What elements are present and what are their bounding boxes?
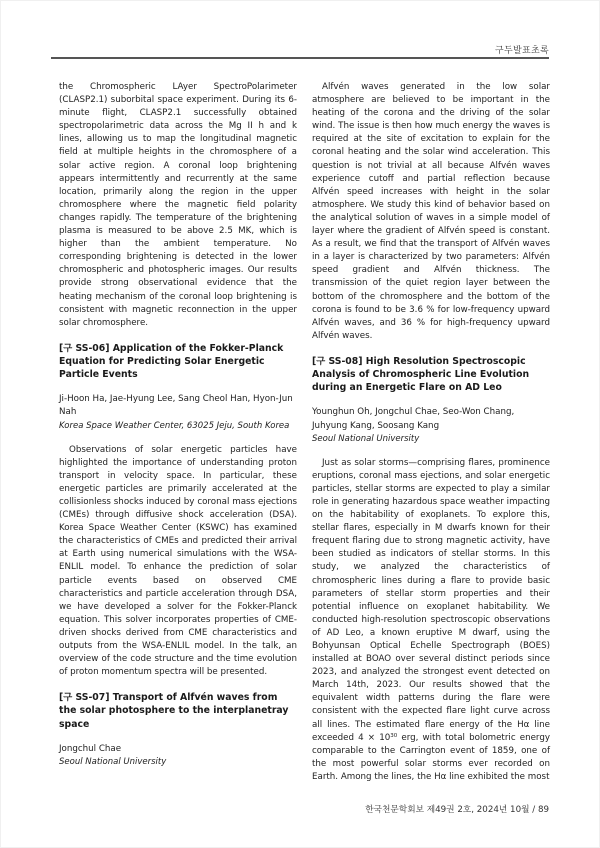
abstract-affiliation: Seoul National University: [312, 433, 420, 444]
abstract-ss-08: [312, 355, 550, 784]
abstract-body: Observations of solar energetic particles have highlighted the importance of understanding proton transport in velocity space. In particular, these energetic particles are primarily accelerated at the collisionless shocks induced by coronal mass ejections (CMEs) through diffusive shock acceleration (DSA). Korea Space Weather Center (KSWC) has examined the characteristics of CMEs and predicted their arrival at Earth using numerical simulations with the WSA-ENLIL model. To enhance the prediction of solar particle events based on observed CME characteristics and particle acceleration through DSA, we have developed a solver for the Fokker-Planck equation. This solver incorporates properties of CME-driven shocks derived from CME characteristics and outputs from the WSA-ENLIL model. In the talk, an overview of the code structure and the time evolution of proton momentum spectra will be presented.: [59, 444, 297, 678]
abstract-body: [312, 457, 550, 784]
abstract-affiliation: Seoul National University: [59, 756, 167, 767]
abstract-body-text: Just as solar storms—comprising flares, prominence eruptions, coronal mass ejections, and solar energetic particles, stellar storms are expected to play a similar role in generating hazardous space weather impacting on the habitability of exoplanets. To explore this, stellar flares, especially in M dwarfs known for their frequent flaring due to strong magnetic activity, have been studied as indicators of stellar storms. In this study, we analyzed the characteristics of chromospheric lines during a flare to provide basic parameters of stellar storm properties and their potential influence on exoplanet habitability. We conducted high-resolution spectroscopic observations of AD Leo, a known eruptive M dwarf, using the Bohyunsan Optical Echelle Spectrograph (BOES) installed at BOAO over several distinct periods since 2023, and analyzed the strongest event detected on March 14th, 2023. Our results showed that the equivalent width patterns during the flare were consistent with the expected flare light curve across all lines. The estimated flare energy of the Hα line exceeded 4 × 10: [312, 457, 550, 743]
abstract-title: [구 SS-06] Application of the Fokker-Planck Equation for Predicting Solar Energetic Particle Events: [59, 342, 284, 381]
abstract-authors: Jongchul Chae: [59, 743, 122, 754]
abstract-authors: Ji-Hoon Ha, Jae-Hyung Lee, Sang Cheol Han, Hyon-Jun Nah: [59, 394, 293, 418]
energy-exponent: 30: [390, 732, 398, 739]
abstract-ss-06: [59, 342, 297, 679]
right-column: [312, 81, 550, 784]
abstract-affiliation: Korea Space Weather Center, 63025 Jeju, South Korea: [59, 420, 290, 431]
abstract-title: [구 SS-08] High Resolution Spectroscopic Analysis of Chromospheric Line Evolution during an Energetic Flare on AD Leo: [312, 355, 530, 394]
page-footer: 한국천문학회보 제49권 2호, 2024년 10월 / 89: [365, 805, 549, 815]
abstract-body-text-continued: erg, with total bolometric energy comparable to the Carrington event of 1859, one of the most powerful solar storms ever recorded on Earth. Among the lines, the Hα line exhibited the most: [312, 732, 550, 782]
continued-abstract-body: the Chromospheric LAyer SpectroPolarimeter (CLASP2.1) suborbital space experiment. During its 6-minute flight, CLASP2.1 successfully obtained spectropolarimetric data across the Mg II h and k lines, allowing us to map the longitudinal magnetic field at multiple heights in the chromosphere of a solar active region. A coronal loop brightening appears intermittently and recurrently at the same location, primarily along the region in the upper chromosphere where the magnetic field polarity changes rapidly. The temperature of the brightening plasma is measured to be above 2.5 MK, which is higher than the ambient temperature. No corresponding brightening is detected in the lower chromospheric and photospheric images. Our results provide strong observational evidence that the heating mechanism of the coronal loop brightening is consistent with magnetic reconnection in the upper solar chromosphere.: [59, 82, 297, 328]
header-rule: [51, 57, 549, 59]
left-column: [59, 81, 297, 780]
abstract-authors: Younghun Oh, Jongchul Chae, Seo-Won Chang, Juhyung Kang, Soosang Kang: [312, 407, 515, 431]
running-header: 구두발표초록: [495, 46, 549, 56]
abstract-title: [구 SS-07] Transport of Alfvén waves from the solar photosphere to the interplanetray space: [59, 692, 289, 730]
abstract-ss-07: [59, 691, 297, 768]
continued-abstract-body: Alfvén waves generated in the low solar atmosphere are believed to be important in the heating of the corona and the driving of the solar wind. The issue is then how much energy the waves is required at the site of excitation to explain for the coronal heating and the solar wind acceleration. This question is not trivial at all because Alfvén waves experience cutoff and partial reflection because Alfvén speed increases with height in the solar atmosphere. We study this kind of behavior based on the analytical solution of waves in a simple model of layer where the gradient of Alfvén speed is constant. As a result, we find that the transport of Alfvén waves in a layer is characterized by two parameters: Alfvén speed gradient and Alfvén thickness. The transmission of the quiet region layer between the bottom of the chromosphere and the bottom of the corona is found to be 3.6 % for low-frequency upward Alfvén waves, and 36 % for high-frequency upward Alfvén waves.: [312, 82, 550, 341]
